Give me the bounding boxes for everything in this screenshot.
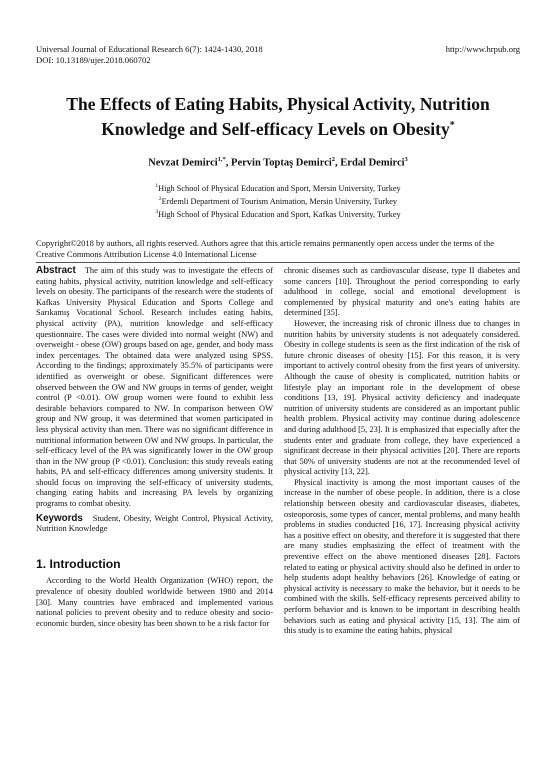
section-heading: 1. Introduction [36, 556, 121, 571]
body-paragraph: chronic diseases such as cardiovascular disease, type II diabetes and some cancers [10]. Throughout the period corresponding to early adulthood in college, social and emotional development is complemented by physical maturity and one's eating habits are determined [35]. [284, 266, 520, 318]
affiliation: $^3$High School of Physical Education and Sport, Kafkas University, Turkey [155, 209, 401, 220]
divider [36, 262, 520, 263]
left-column [36, 266, 273, 629]
paper-title [36, 93, 520, 140]
copyright-notice: Copyright©2018 by authors, all rights reserved. Authors agree that this article remains permanently open access under the terms of the Creative Commons Attribution License 4.0 International License [36, 238, 495, 259]
right-column [284, 266, 520, 637]
author-name: Erdal Demirci [340, 157, 405, 169]
affiliation: $^2$Erdemli Department of Tourism Animation, Mersin University, Turkey [158, 196, 398, 206]
abstract [36, 266, 273, 510]
keywords [36, 514, 273, 535]
author-name: Nevzat Demirci [148, 157, 218, 169]
title-footnote-mark: * [449, 120, 455, 131]
keywords-text: Student, Obesity, Weight Control, Physical Activity, Nutrition Knowledge [36, 513, 273, 534]
affiliation: $^1$High School of Physical Education and Sport, Mersin University, Turkey [155, 183, 401, 193]
author-affiliation-mark: 1,* [217, 156, 226, 163]
author-list: Nevzat Demirci$^{1,*}$, Pervin Toptaş Demirci$^2$, Erdal Demirci$^3$ [148, 156, 408, 169]
doi: DOI: 10.13189/ujer.2018.060702 [36, 55, 151, 65]
intro-paragraph: According to the World Health Organization (WHO) report, the prevalence of obesity doubled worldwide between 1980 and 2014 [30]. Many countries have embraced and implemented various national policies to prevent obesity and to reduce obesity and socio-economic burden, since obesity has been shown to be a risk factor for [36, 576, 273, 628]
body-paragraph: However, the increasing risk of chronic illness due to changes in nutrition habits by university students is not adequately considered. Obesity in college students is seen as the first indication of the risk of future chronic diseases of obesity [15]. For this reason, it is very important to actively control obesity from the first years of university. Although the cause of obesity is complicated, nutrition habits or lifestyle play an important role in the development of obese conditions [13, 19]. Physical activity deficiency and inadequate nutrition of university students are considered as an important public health problem. Physical activity may continue during adolescence and during adulthood [5, 23]. It is emphasized that especially after the students enter and graduate from college, they have experienced a significant decrease in their physical activities [20]. There are reports that 50% of university students are not at the recommended level of physical activity [13, 22]. [284, 318, 520, 477]
abstract-label: Abstract [36, 265, 76, 276]
author-affiliation-mark: 2 [331, 156, 336, 163]
title-text: The Effects of Eating Habits, Physical Activity, Nutrition Knowledge and Self-efficacy Levels on Obesity [66, 94, 490, 139]
affiliations [36, 181, 520, 221]
running-header [36, 44, 520, 66]
author-affiliation-mark: 3 [404, 156, 408, 163]
body-paragraph: Physical inactivity is among the most important causes of the increase in the number of obese people. In addition, there is a close relationship between obesity and cardiovascular diseases, diabetes, osteoporosis, some types of cancer, mental problems, and many health problems in studies conducted [16, 17]. Increasing physical activity has a positive effect on obesity, and therefore it is suggested that there are many studies emphasizing the effect of treatment with the preventive effect on the above mentioned diseases [28]. Factors related to eating or physical activity should also be defined in order to help students adopt healthy behaviors [26]. Knowledge of eating or physical activity is necessary to make the behavior, but it needs to be combined with the skills. Self-efficacy represents perceived ability to perform behavior and is known to be important in describing health behaviors such as eating and physical activity [15, 13]. The aim of this study is to examine the eating habits, physical [284, 477, 520, 636]
journal-citation: Universal Journal of Educational Research 6(7): 1424-1430, 2018 [36, 44, 263, 54]
author-name: Pervin Toptaş Demirci [231, 157, 332, 169]
keywords-label: Keywords [36, 512, 83, 524]
abstract-text: The aim of this study was to investigate the effects of eating habits, physical activity, nutrition knowledge and self-efficacy levels on obesity. The participants of the research were the students of Kafkas University Physical Education and Sports College and Sarıkamış Vocational School. Research includes eating habits, physical activity (PA), nutrition knowledge and self-efficacy questionnaire. The cases were divided into normal weight (NW) and overweight - obese (OW) groups based on age, gender, and body mass index percentages. The obtained data were analyzed using SPSS. According to the findings; approximately 35.5% of participants were identified as overweight or obese. Significant differences were observed between the OW and NW groups in terms of gender, weight control (P <0.01). OW group women were found to exhibit less desirable behaviors compared to NW. In comparison between OW group and NW group, it was determined that women participated in less physical activity than men. There was no significant difference in nutritional information between OW and NW groups. In particular, the self-efficacy level of the PA was significantly lower in the OW group than in the NW group (P <0.01). Conclusion: this study reveals eating habits, PA and self-efficacy differences among university students. It should focus on improving the self-efficacy of university students, changing eating habits and increasing PA levels by organizing programs to combat obesity. [36, 266, 274, 509]
journal-url[interactable]: http://www.hrpub.org [445, 44, 520, 54]
